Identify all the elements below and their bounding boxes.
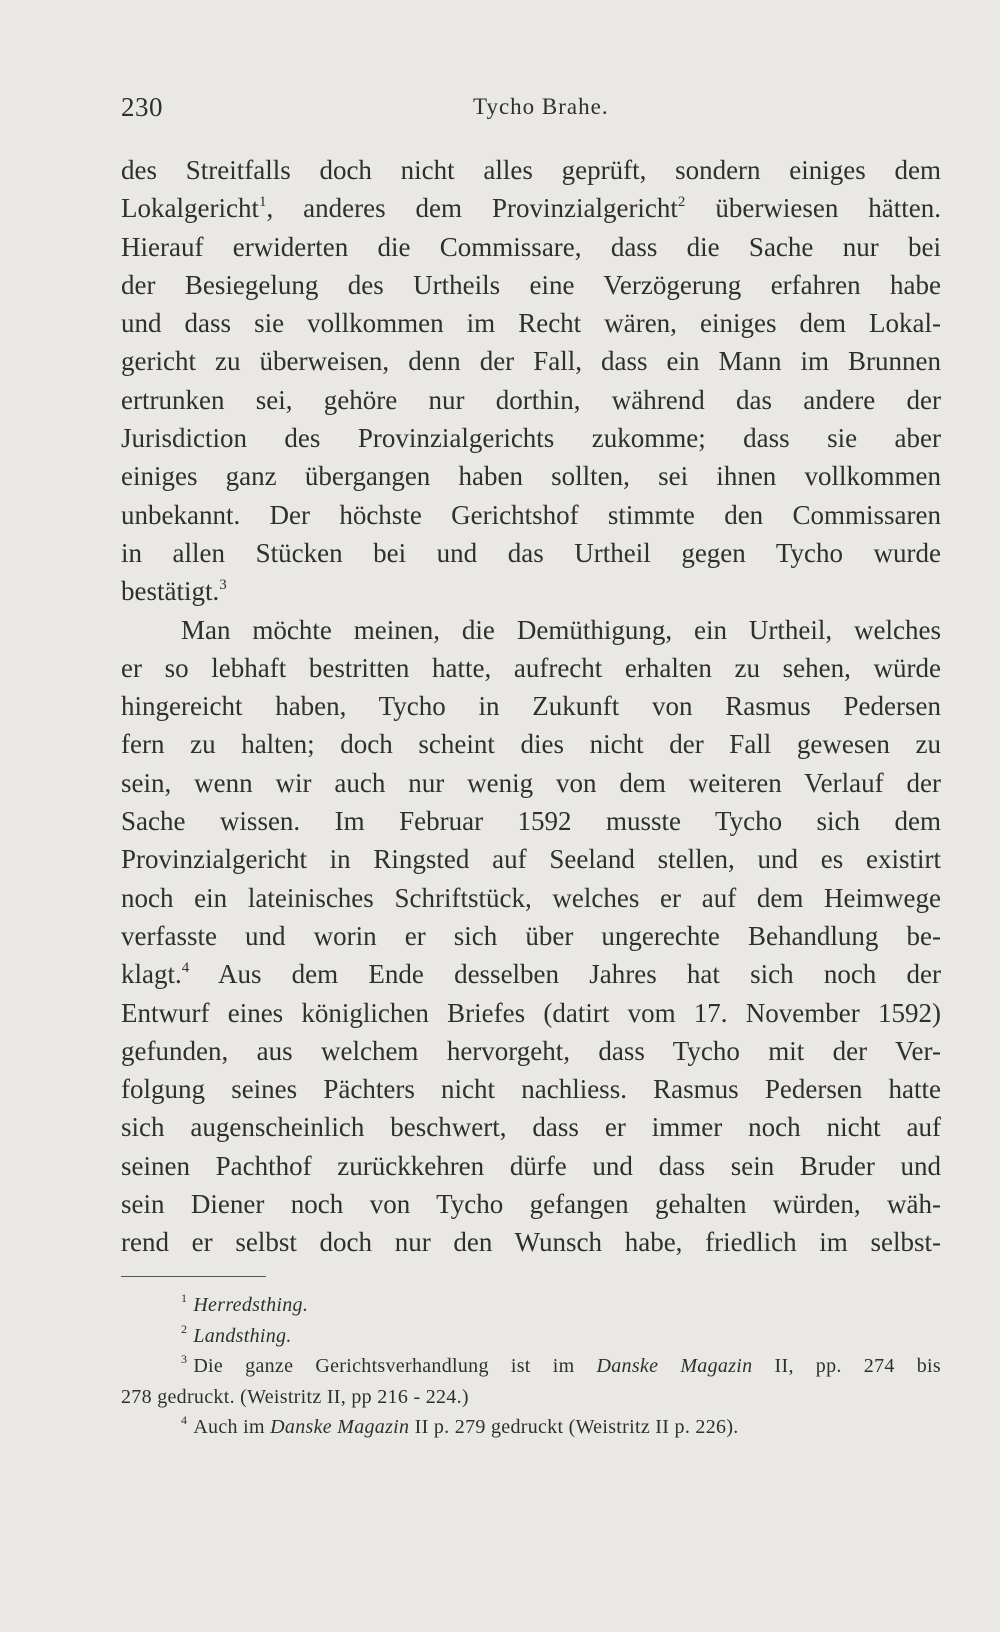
text-line: unbekannt. Der höchste Gerichtshof stimmte den Commissaren [121, 499, 941, 530]
footnote-4 [121, 1412, 941, 1443]
footnote-text: II p. 279 gedruckt (Weistritz II p. 226). [409, 1416, 739, 1438]
footnote-text-italic: Danske Magazin [596, 1355, 753, 1377]
text-line: noch ein lateinisches Schriftstück, welches er auf dem Heimwege [121, 882, 941, 913]
footnote-text-italic: Danske Magazin [270, 1416, 410, 1438]
footnote-mark: 2 [677, 194, 686, 211]
text-line [121, 955, 941, 993]
text-line: fern zu halten; doch scheint dies nicht der Fall gewesen zu [121, 729, 941, 760]
footnote-1 [121, 1290, 941, 1321]
text-line: der Besiegelung des Urtheils eine Verzögerung erfahren habe [121, 269, 941, 300]
text-fragment: Aus dem Ende desselben Jahres hat sich noch der [189, 959, 941, 990]
footnote-number: 4 [181, 1413, 188, 1427]
text-line: hingereicht haben, Tycho in Zukunft von Rasmus Pedersen [121, 691, 941, 722]
footnote-number: 2 [181, 1321, 188, 1336]
text-line: des Streitfalls doch nicht alles geprüft, sondern einiges dem [121, 155, 941, 185]
page-header [121, 88, 941, 128]
text-fragment: bestätigt. [121, 576, 220, 607]
text-line: Provinzialgericht in Ringsted auf Seeland stellen, und es existirt [121, 844, 941, 875]
page-number: 230 [121, 92, 163, 122]
text-line: sich augenscheinlich beschwert, dass er immer noch nicht auf [121, 1112, 941, 1143]
footnote-number: 3 [181, 1352, 188, 1366]
text-line: Man möchte meinen, die Demüthigung, ein Urtheil, welches [181, 614, 941, 645]
text-fragment: überwiesen hätten. [685, 193, 941, 224]
footnote-text: Landsthing. [193, 1324, 292, 1347]
footnote-mark: 3 [219, 577, 227, 594]
text-line: Entwurf eines königlichen Briefes (datirt vom 17. November 1592) [121, 997, 941, 1028]
text-line: seinen Pachthof zurückkehren dürfe und dass sein Bruder und [121, 1150, 941, 1181]
text-line: folgung seines Pächters nicht nachliess. Rasmus Pedersen hatte [121, 1074, 941, 1105]
footnote-3 [121, 1351, 941, 1382]
text-line: gefunden, aus welchem hervorgeht, dass Tycho mit der Ver- [121, 1035, 941, 1066]
text-line: rend er selbst doch nur den Wunsch habe, friedlich im selbst- [121, 1227, 941, 1258]
footnote-text: Herredsthing. [193, 1294, 309, 1316]
text-fragment: klagt. [121, 959, 182, 990]
text-line: gericht zu überweisen, denn der Fall, dass ein Mann im Brunnen [121, 346, 941, 377]
body-text [121, 151, 941, 1262]
footnotes [121, 1290, 941, 1443]
footnote-mark: 4 [181, 960, 190, 977]
footnote-text: II, pp. 274 bis [752, 1355, 941, 1377]
text-line: Hierauf erwiderten die Commissare, dass die Sache nur bei [121, 231, 941, 262]
text-line [121, 572, 941, 610]
text-line: in allen Stücken bei und das Urtheil gegen Tycho wurde [121, 537, 941, 568]
footnote-number: 1 [181, 1291, 188, 1305]
text-line: er so lebhaft bestritten hatte, aufrecht erhalten zu sehen, würde [121, 652, 941, 683]
footnote-3-continuation: 278 gedruckt. (Weistritz II, pp 216 - 224.) [121, 1385, 469, 1408]
footnote-2 [121, 1321, 941, 1352]
text-line: Sache wissen. Im Februar 1592 musste Tycho sich dem [121, 806, 941, 837]
text-line: verfasste und worin er sich über ungerechte Behandlung be- [121, 920, 941, 951]
text-fragment: , anderes dem Provinzialgericht [266, 193, 678, 224]
text-line: einiges ganz übergangen haben sollten, sei ihnen vollkommen [121, 461, 941, 492]
running-title: Tycho Brahe. [473, 94, 609, 119]
text-line: sein Diener noch von Tycho gefangen gehalten würden, wäh- [121, 1189, 941, 1220]
text-line [121, 189, 941, 227]
text-line: ertrunken sei, gehöre nur dorthin, während das andere der [121, 384, 941, 415]
text-line: Jurisdiction des Provinzialgerichts zukomme; dass sie aber [121, 423, 941, 454]
footnote-text: Die ganze Gerichtsverhandlung ist im [193, 1355, 597, 1377]
footnote-mark: 1 [258, 194, 267, 211]
footnote-text: Auch im [193, 1416, 271, 1438]
text-line: sein, wenn wir auch nur wenig von dem weiteren Verlauf der [121, 767, 941, 798]
footnote-divider [121, 1276, 266, 1277]
text-fragment: Lokalgericht [121, 193, 259, 224]
text-line: und dass sie vollkommen im Recht wären, einiges dem Lokal- [121, 308, 941, 339]
